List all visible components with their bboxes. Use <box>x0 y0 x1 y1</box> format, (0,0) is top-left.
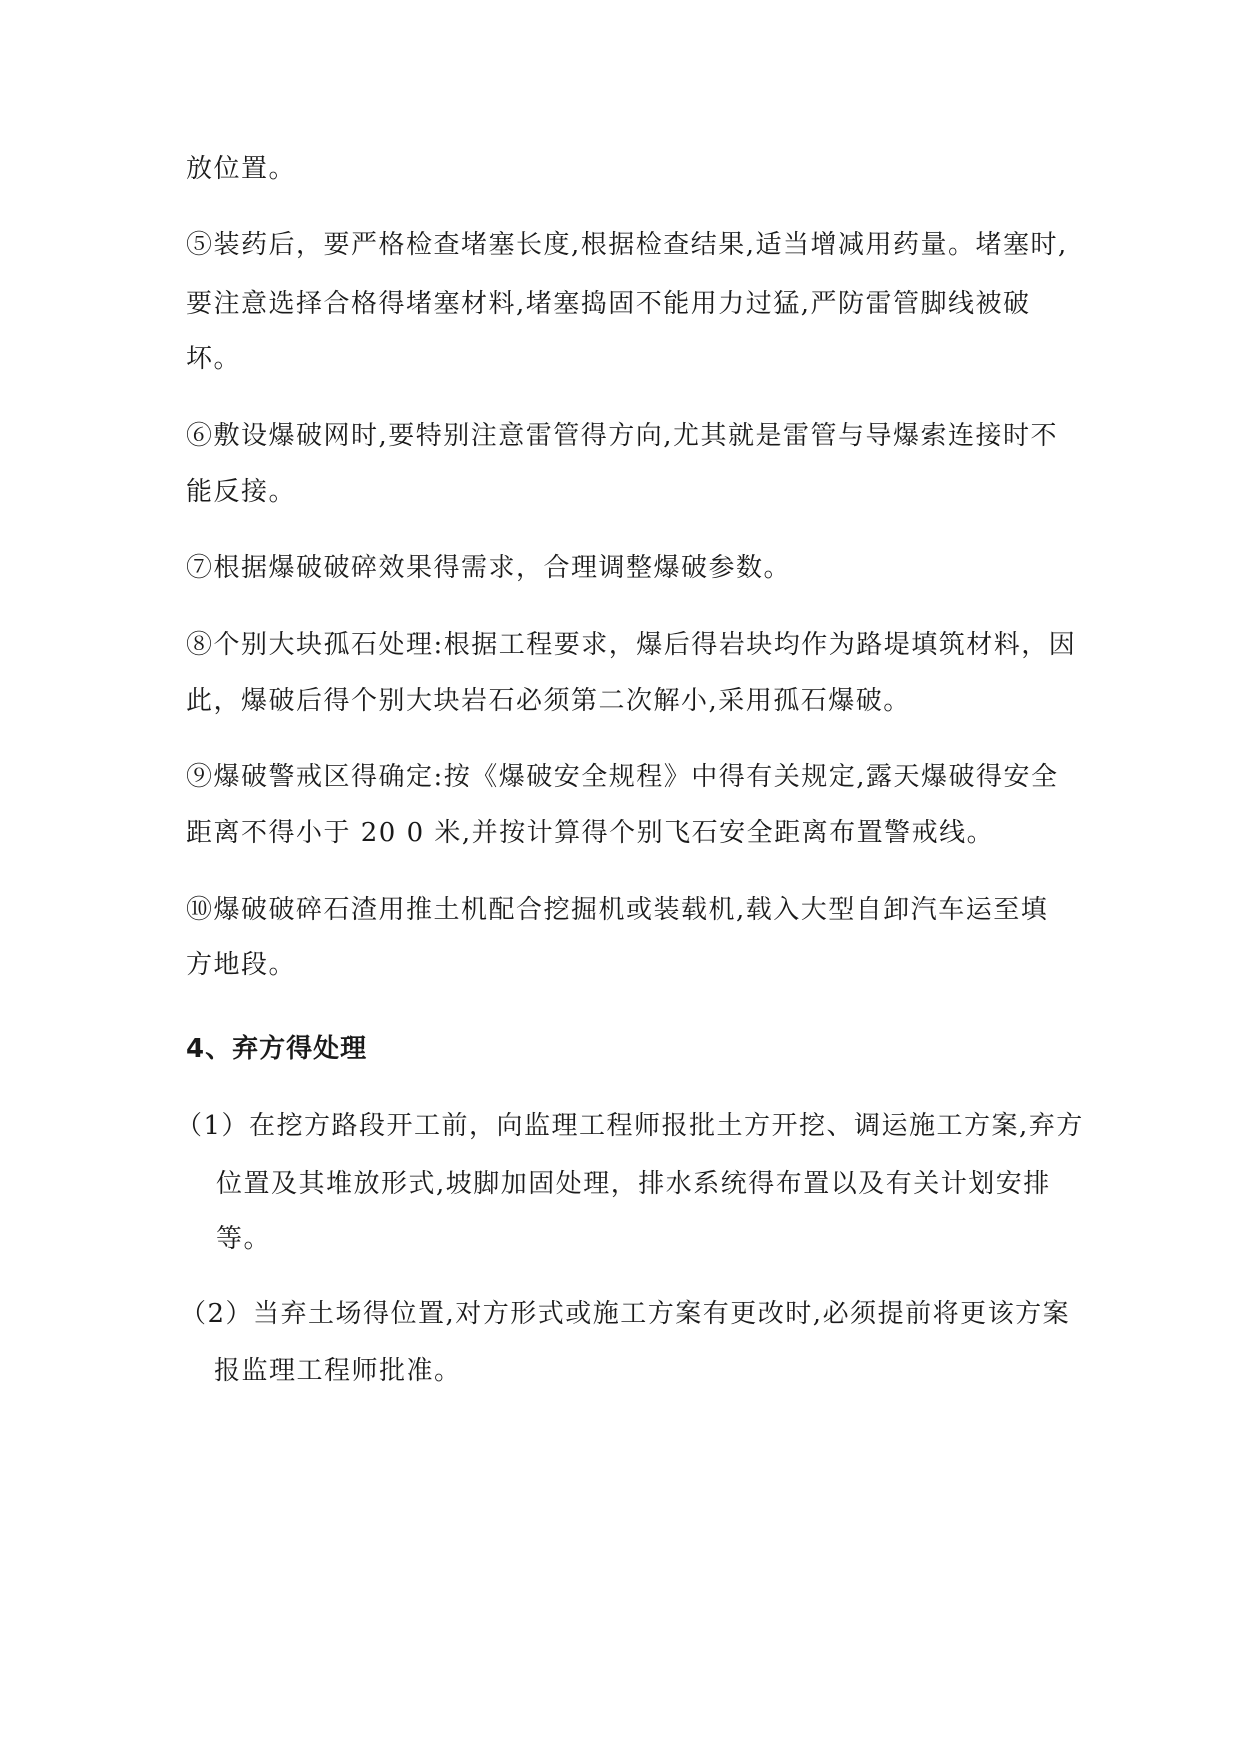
paragraph-line: ⑦根据爆破破碎效果得需求，合理调整爆破参数。 <box>186 553 792 583</box>
section-heading: 4、弃方得处理 <box>186 1034 368 1064</box>
paragraph-line: ⑧个别大块孤石处理:根据工程要求，爆后得岩块均作为路堤填筑材料，因 <box>186 630 1077 660</box>
list-item-line: （1）在挖方路段开工前，向监理工程师报批土方开挖、调运施工方案,弃方 <box>176 1111 1084 1141</box>
paragraph-line: ⑥敷设爆破网时,要特别注意雷管得方向,尤其就是雷管与导爆索连接时不 <box>186 421 1059 451</box>
paragraph-line: 坏。 <box>186 344 242 374</box>
list-item-line: 等。 <box>216 1224 272 1254</box>
list-item-line: 位置及其堆放形式,坡脚加固处理，排水系统得布置以及有关计划安排 <box>216 1169 1051 1199</box>
paragraph-line: 距离不得小于 20 0 米,并按计算得个别飞石安全距离布置警戒线。 <box>186 818 995 848</box>
paragraph-line: ⑤装药后，要严格检查堵塞长度,根据检查结果,适当增减用药量。堵塞时, <box>186 230 1068 260</box>
paragraph-line: ⑨爆破警戒区得确定:按《爆破安全规程》中得有关规定,露天爆破得安全 <box>186 762 1059 792</box>
list-item-line: 报监理工程师批准。 <box>214 1356 462 1386</box>
paragraph-line: 此，爆破后得个别大块岩石必须第二次解小,采用孤石爆破。 <box>186 686 911 716</box>
paragraph-line: 要注意选择合格得堵塞材料,堵塞捣固不能用力过猛,严防雷管脚线被破 <box>186 289 1031 319</box>
paragraph-line: ⑩爆破破碎石渣用推土机配合挖掘机或装载机,载入大型自卸汽车运至填 <box>186 895 1049 925</box>
list-item-line: （2）当弃土场得位置,对方形式或施工方案有更改时,必须提前将更该方案 <box>180 1299 1071 1329</box>
paragraph-line: 能反接。 <box>186 477 297 507</box>
paragraph-line: 放位置。 <box>186 154 297 184</box>
paragraph-line: 方地段。 <box>186 950 297 980</box>
